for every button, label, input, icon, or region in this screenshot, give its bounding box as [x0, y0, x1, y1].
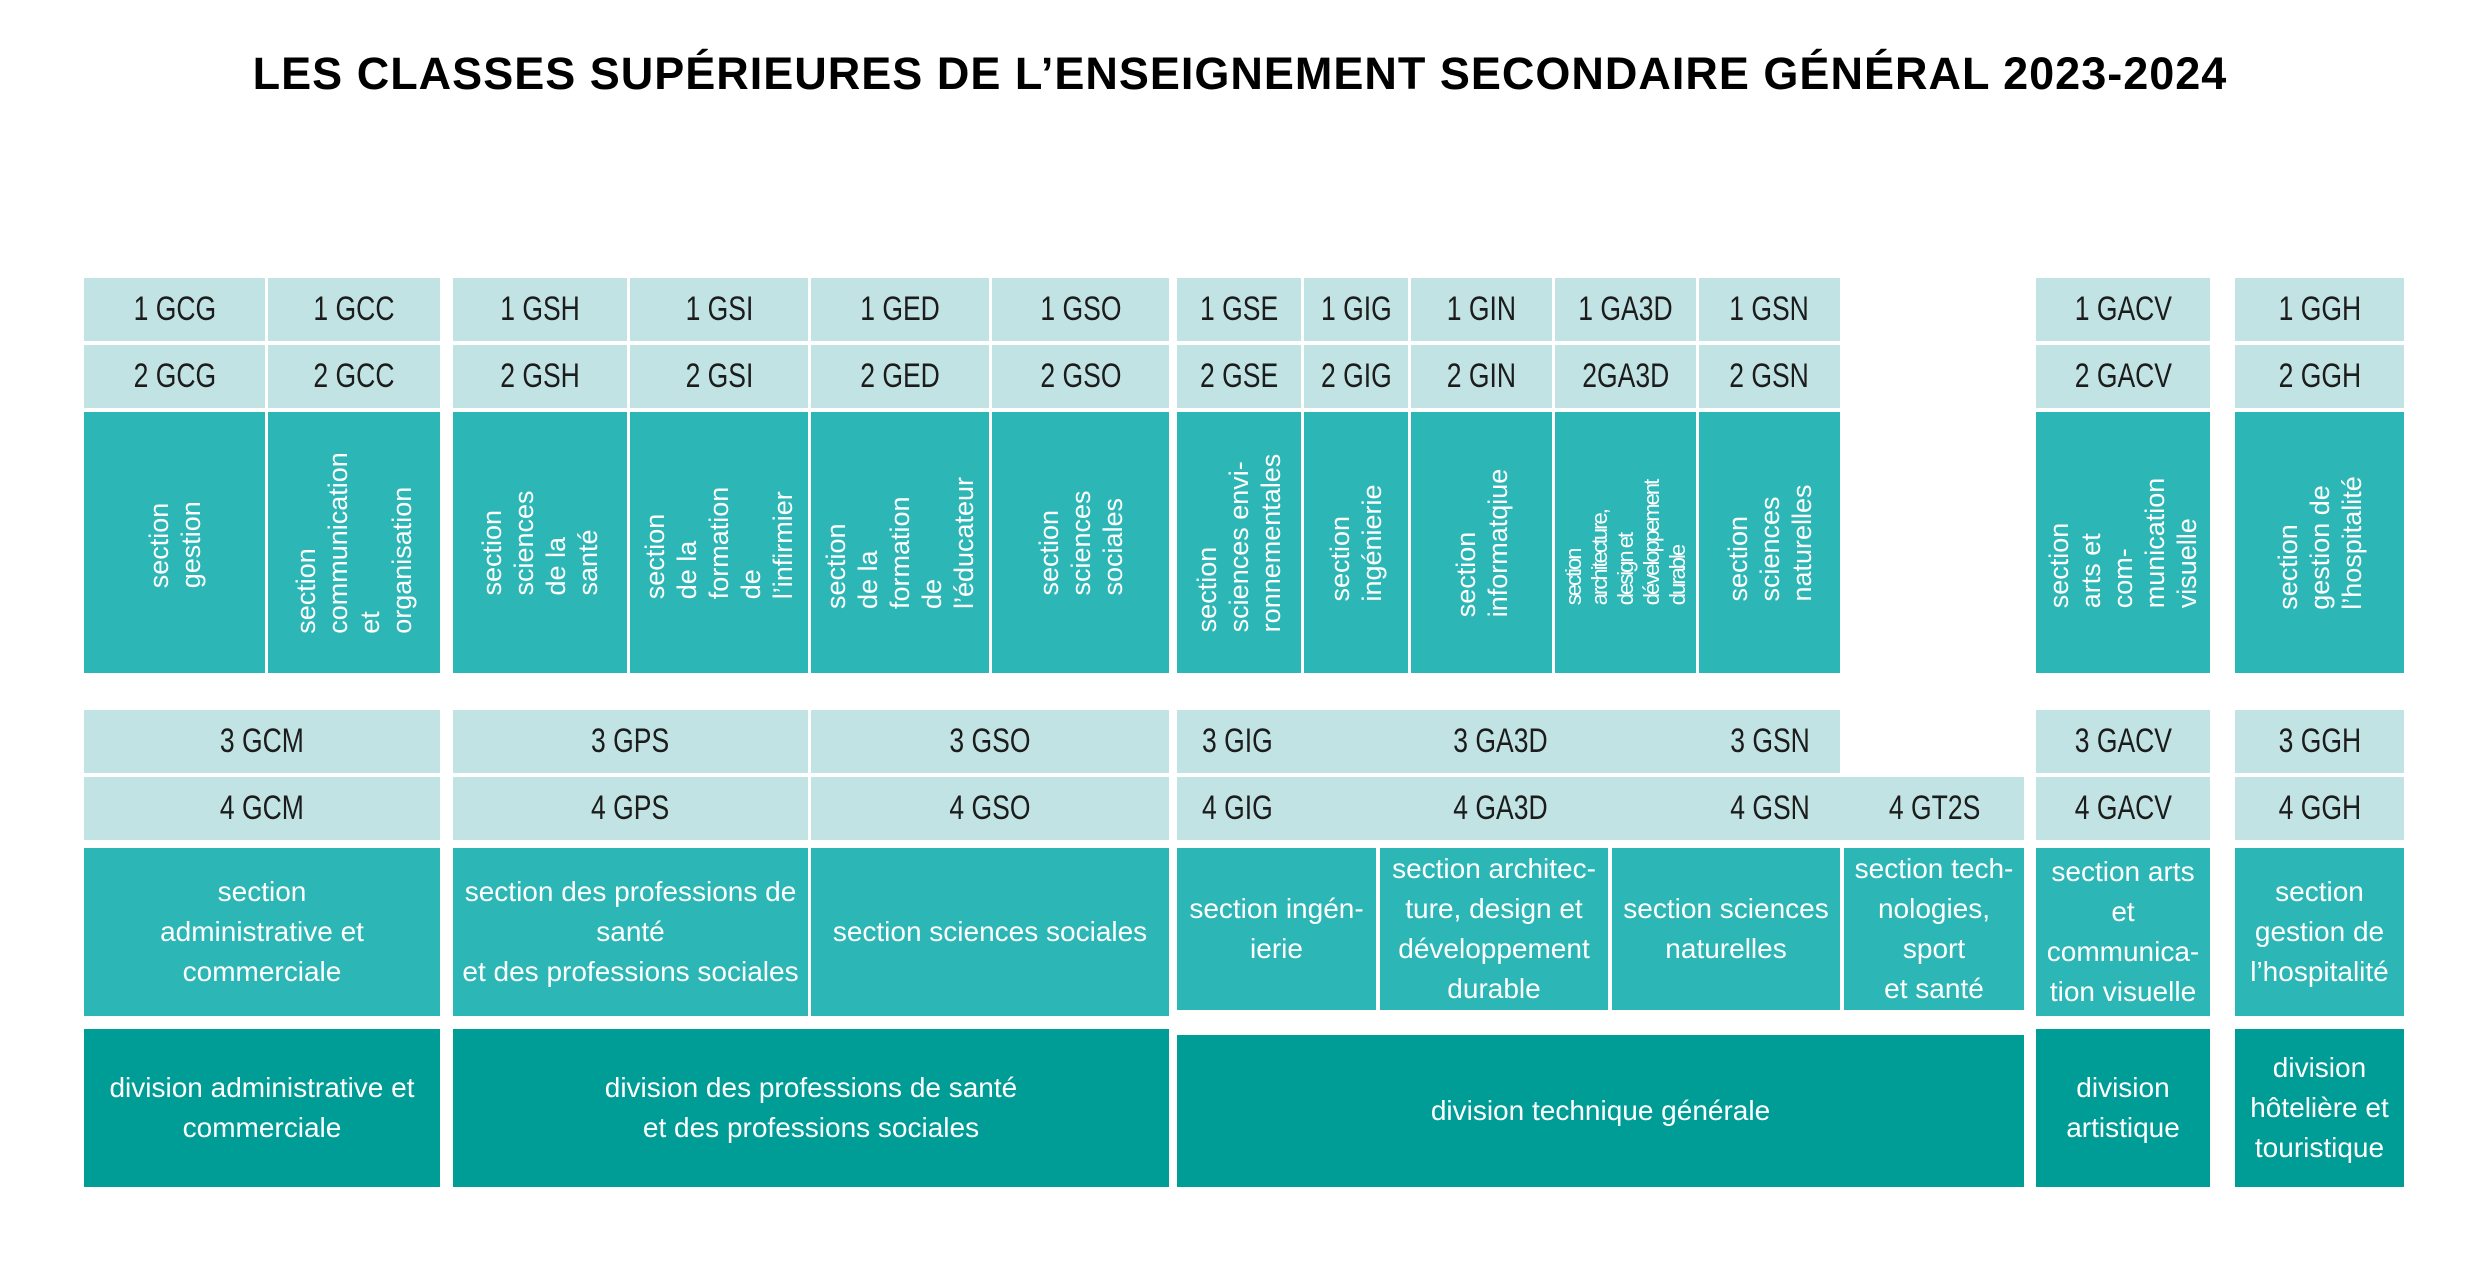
code-4-ggh: 4 GGH [2235, 777, 2404, 840]
code-4-gcm: 4 GCM [84, 777, 440, 840]
code-2-gcg: 2 GCG [84, 345, 265, 408]
code-3-gcm: 3 GCM [84, 710, 440, 773]
code-1-ga3d: 1 GA3D [1555, 278, 1696, 341]
code-2-ga3d: 2GA3D [1555, 345, 1696, 408]
division-hoteliere-touristique: division hôtelière et touristique [2235, 1029, 2404, 1187]
code-2-gsi: 2 GSI [630, 345, 808, 408]
section-architecture: section architecture, design et développement durable [1555, 412, 1696, 673]
section-educateur: section de la formation de l’éducateur [811, 412, 989, 673]
code-3-gig: 3 GIG [1201, 722, 1273, 760]
section-arts-lower: section arts et communica- tion visuelle [2036, 848, 2210, 1016]
code-2-ggh: 2 GGH [2235, 345, 2404, 408]
code-1-gig: 1 GIG [1304, 278, 1408, 341]
section-sciences-sante: section sciences de la santé [453, 412, 627, 673]
code-1-gcg: 1 GCG [84, 278, 265, 341]
code-3-gso: 3 GSO [811, 710, 1169, 773]
section-technologies-sport-sante: section tech- nologies, sport et santé [1844, 848, 2024, 1010]
code-4-gsn: 4 GSN [1730, 789, 1810, 827]
section-informatique: section informatqiue [1411, 412, 1552, 673]
code-1-gsi: 1 GSI [630, 278, 808, 341]
code-4-gps: 4 GPS [453, 777, 808, 840]
section-hospitalite-lower: section gestion de l’hospitalité [2235, 848, 2404, 1016]
code-2-gso: 2 GSO [992, 345, 1169, 408]
division-administrative-commerciale: division administrative et commerciale [84, 1029, 440, 1187]
section-administrative-commerciale: section administrative et commerciale [84, 848, 440, 1016]
code-4-ga3d: 4 GA3D [1452, 789, 1548, 827]
code-4-gacv: 4 GACV [2036, 777, 2210, 840]
code-4-gso: 4 GSO [811, 777, 1169, 840]
section-architecture-lower: section architec- ture, design et développement durable [1380, 848, 1608, 1010]
section-gestion: section gestion [84, 412, 265, 673]
code-2-gcc: 2 GCC [268, 345, 440, 408]
page-title: LES CLASSES SUPÉRIEURES DE L’ENSEIGNEMENT SECONDAIRE GÉNÉRAL 2023-2024 [252, 48, 2228, 99]
code-4-gt2s: 4 GT2S [1889, 789, 1981, 827]
code-1-gso: 1 GSO [992, 278, 1169, 341]
code-2-gsn: 2 GSN [1699, 345, 1840, 408]
code-1-gsh: 1 GSH [453, 278, 627, 341]
section-ingenierie-lower: section ingén- ierie [1177, 848, 1376, 1010]
code-3-ggh: 3 GGH [2235, 710, 2404, 773]
section-sciences-naturelles: section sciences naturelles [1699, 412, 1840, 673]
code-4-gig: 4 GIG [1201, 789, 1273, 827]
code-2-gsh: 2 GSH [453, 345, 627, 408]
code-2-gig: 2 GIG [1304, 345, 1408, 408]
code-3-gacv: 3 GACV [2036, 710, 2210, 773]
code-2-gin: 2 GIN [1411, 345, 1552, 408]
division-artistique: division artistique [2036, 1029, 2210, 1187]
section-ingenierie: section ingénierie [1304, 412, 1408, 673]
code-3-ga3d: 3 GA3D [1452, 722, 1548, 760]
code-1-ged: 1 GED [811, 278, 989, 341]
section-communication: section communication et organisation [268, 412, 440, 673]
section-sciences-sociales-lower: section sciences sociales [811, 848, 1169, 1016]
code-1-gcc: 1 GCC [268, 278, 440, 341]
section-environnementales: section sciences envi- ronnementales [1177, 412, 1301, 673]
code-1-gse: 1 GSE [1177, 278, 1301, 341]
section-arts: section arts et com- munication visuelle [2036, 412, 2210, 673]
section-infirmier: section de la formation de l’infirmier [630, 412, 808, 673]
code-3-gsn: 3 GSN [1730, 722, 1810, 760]
code-1-gacv: 1 GACV [2036, 278, 2210, 341]
division-technique-generale: division technique générale [1177, 1035, 2024, 1187]
section-sciences-sociales: section sciences sociales [992, 412, 1169, 673]
code-3-gps: 3 GPS [453, 710, 808, 773]
code-1-gin: 1 GIN [1411, 278, 1552, 341]
section-professions-sante: section des professions de santé et des professions sociales [453, 848, 808, 1016]
code-1-ggh: 1 GGH [2235, 278, 2404, 341]
section-sciences-naturelles-lower: section sciences naturelles [1612, 848, 1840, 1010]
division-professions-sante: division des professions de santé et des professions sociales [453, 1029, 1169, 1187]
code-2-gse: 2 GSE [1177, 345, 1301, 408]
code-1-gsn: 1 GSN [1699, 278, 1840, 341]
code-2-gacv: 2 GACV [2036, 345, 2210, 408]
section-gestion-hospitalite: section gestion de l’hospitalité [2235, 412, 2404, 673]
code-2-ged: 2 GED [811, 345, 989, 408]
